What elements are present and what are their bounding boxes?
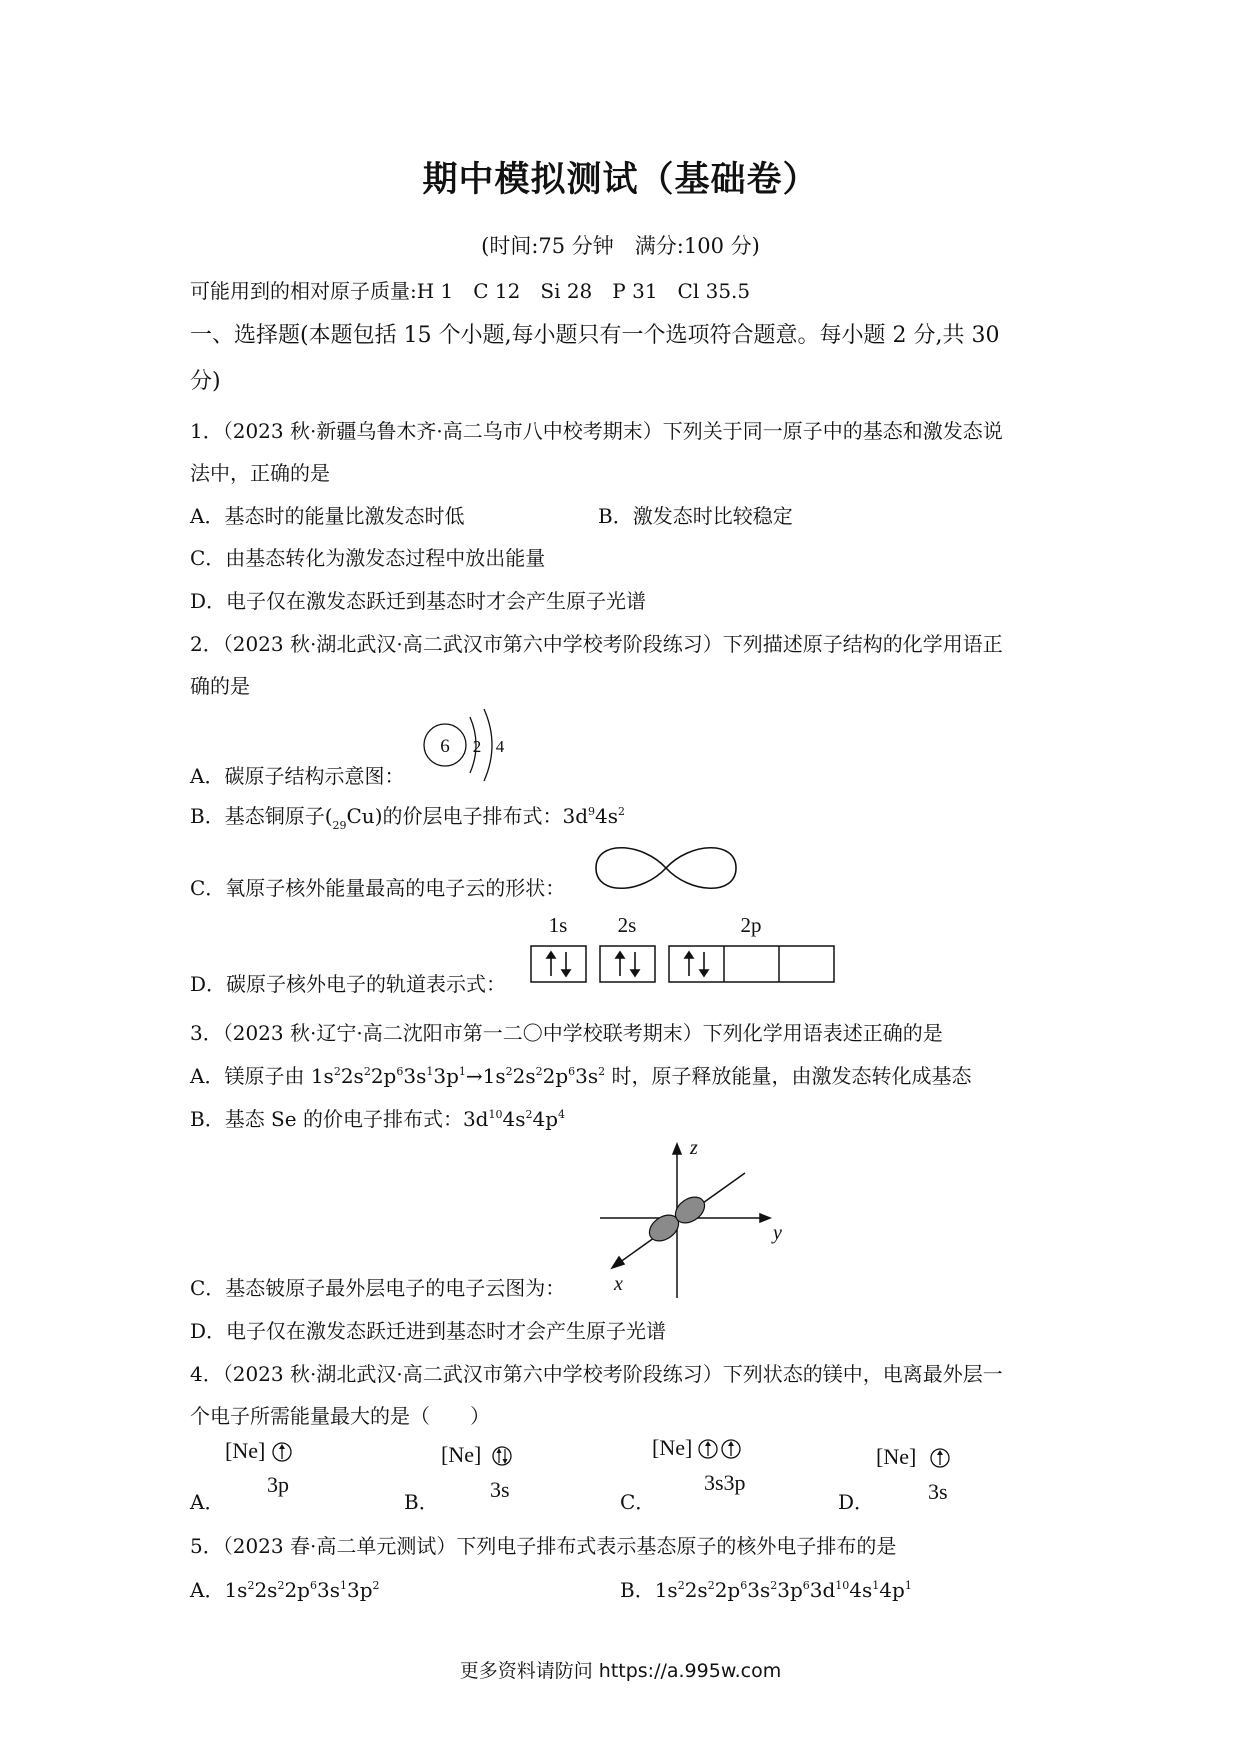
core-ne: [Ne] bbox=[225, 1438, 266, 1463]
q2-stem-line2: 确的是 bbox=[190, 674, 250, 698]
axis-label-x: x bbox=[614, 1273, 623, 1295]
exam-info: (时间:75 分钟 满分:100 分) bbox=[481, 234, 760, 258]
atomic-masses: 可能用到的相对原子质量:H 1 C 12 Si 28 P 31 Cl 35.5 bbox=[190, 279, 751, 303]
orbital-label-2p: 2p bbox=[740, 913, 762, 937]
q1-stem-line1: 1．（2023 秋·新疆乌鲁木齐·高二乌市八中校考期末）下列关于同一原子中的基态和激发态说 bbox=[190, 419, 1003, 443]
q2-stem-line1: 2．（2023 秋·湖北武汉·高二武汉市第六中学校考阶段练习）下列描述原子结构的化学用语正 bbox=[190, 632, 1003, 656]
q5-option-a: A．$1s^22s^22p^63s^13p^2$ bbox=[190, 1578, 380, 1602]
q2-option-c: C．氧原子核外能量最高的电子云的形状： bbox=[190, 876, 566, 900]
shell-1-count: 2 bbox=[472, 737, 482, 756]
q1-stem-line2: 法中，正确的是 bbox=[190, 461, 330, 485]
orbital-label: 3s3p bbox=[704, 1470, 746, 1495]
section-heading-line2: 分) bbox=[190, 369, 221, 394]
orbital-label: 3s bbox=[490, 1477, 510, 1502]
q3-option-a: A．镁原子由 $1s^22s^22p^63s^13p^1\to 1s^22s^22p^63s^2$ 时，原子释放能量，由激发态转化成基态 bbox=[190, 1064, 972, 1088]
footer-link[interactable]: 更多资料请防问 https://a.995w.com bbox=[459, 1660, 782, 1682]
nucleus-charge: 6 bbox=[440, 736, 450, 757]
q4-option-b-letter: B． bbox=[404, 1490, 439, 1514]
q4-option-d-letter: D． bbox=[838, 1490, 875, 1514]
q2-option-a: A．碳原子结构示意图： bbox=[190, 764, 405, 788]
orbital-label: 3p bbox=[267, 1472, 289, 1497]
core-ne: [Ne] bbox=[441, 1442, 482, 1467]
page-title: 期中模拟测试（基础卷） bbox=[422, 159, 819, 200]
shell-2-count: 4 bbox=[495, 737, 505, 756]
q3-option-d: D．电子仅在激发态跃迁进到基态时才会产生原子光谱 bbox=[190, 1319, 667, 1343]
p-orbital-shape bbox=[592, 840, 740, 896]
q1-option-c: C．由基态转化为激发态过程中放出能量 bbox=[190, 546, 546, 570]
q2-option-d: D．碳原子核外电子的轨道表示式： bbox=[190, 972, 507, 996]
q4-stem-line1: 4．（2023 秋·湖北武汉·高二武汉市第六中学校考阶段练习）下列状态的镁中，电离最外层一 bbox=[190, 1362, 1003, 1386]
q2-option-b: B．基态铜原子$(_{29}Cu)$的价层电子排布式：$3d^94s^2$ bbox=[190, 804, 626, 832]
axis-label-z: z bbox=[690, 1137, 698, 1159]
q3-stem: 3．（2023 秋·辽宁·高二沈阳市第一二〇中学校联考期末）下列化学用语表述正确的是 bbox=[190, 1021, 943, 1045]
q4-option-a-diagram bbox=[225, 1436, 315, 1500]
carbon-structure-diagram bbox=[420, 705, 520, 785]
q5-option-b: B．$1s^22s^22p^63s^23p^63d^{10}4s^14p^1$ bbox=[620, 1578, 912, 1602]
orbital-label: 3s bbox=[928, 1479, 948, 1504]
core-ne: [Ne] bbox=[876, 1444, 917, 1469]
section-heading-line1: 一、选择题(本题包括 15 个小题,每小题只有一个选项符合题意。每小题 2 分,共 30 bbox=[190, 323, 1000, 348]
orbital-diagram bbox=[528, 912, 838, 986]
core-ne: [Ne] bbox=[652, 1435, 693, 1460]
q5-stem: 5．（2023 春·高二单元测试）下列电子排布式表示基态原子的核外电子排布的是 bbox=[190, 1534, 897, 1558]
orbital-label-1s: 1s bbox=[548, 913, 568, 937]
q1-option-d: D．电子仅在激发态跃迁到基态时才会产生原子光谱 bbox=[190, 589, 647, 613]
q4-option-c-diagram bbox=[652, 1433, 762, 1497]
q1-option-a: A．基态时的能量比激发态时低 bbox=[190, 504, 465, 528]
q3-a-config-2: $1s^22s^22p^63s^2$ bbox=[482, 1064, 606, 1088]
q4-option-b-diagram bbox=[441, 1440, 531, 1504]
q4-option-a-letter: A． bbox=[190, 1490, 225, 1514]
q4-stem-line2: 个电子所需能量最大的是（ ） bbox=[190, 1404, 490, 1428]
q4-option-d-diagram bbox=[876, 1442, 966, 1506]
axis-label-y: y bbox=[773, 1222, 782, 1244]
orbital-label-2s: 2s bbox=[617, 913, 637, 937]
q3-a-config-1: $1s^22s^22p^63s^13p^1$ bbox=[310, 1064, 466, 1088]
electron-cloud-axes-diagram bbox=[590, 1138, 800, 1303]
q4-option-c-letter: C． bbox=[620, 1490, 656, 1514]
q3-option-b: B．基态 Se 的价电子排布式：$3d^{10}4s^24p^4$ bbox=[190, 1107, 566, 1131]
q3-option-c: C．基态铍原子最外层电子的电子云图为： bbox=[190, 1276, 566, 1300]
q1-option-b: B．激发态时比较稳定 bbox=[598, 504, 793, 528]
